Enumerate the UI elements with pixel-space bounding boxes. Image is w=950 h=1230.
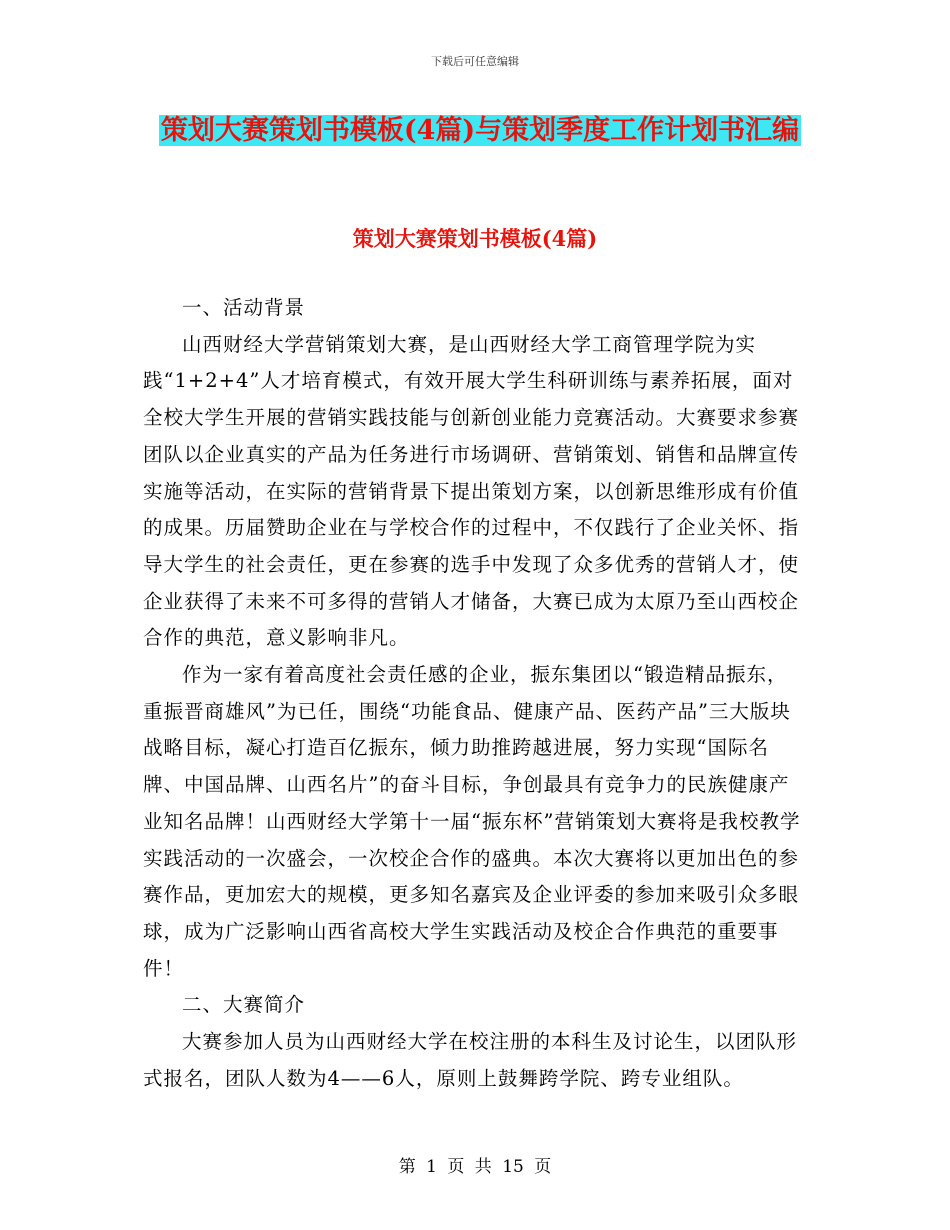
document-title-block [140, 106, 820, 156]
section-title: 策划大赛策划书模板(4篇) [352, 226, 598, 251]
document-body [143, 290, 803, 1097]
paragraph-company: 作为一家有着高度社会责任感的企业，振东集团以“锻造精品振东，重振晋商雄风”为已任，围绕“功能食品、健康产品、医药产品”三大版块战略目标，凝心打造百亿振东，倾力助推跨越进展，努力实现“国际名牌、中国品牌、山西名片”的奋斗目标，争创最具有竞争力的民族健康产业知名品牌！山西财经大学第十一届“振东杯”营销策划大赛将是我校教学实践活动的一次盛会，一次校企合作的盛典。本次大赛将以更加出色的参赛作品，更加宏大的规模，更多知名嘉宾及企业评委的参加来吸引众多眼球，成为广泛影响山西省高校大学生实践活动及校企合作典范的重要事件！ [143, 663, 801, 980]
paragraph-participants: 大赛参加人员为山西财经大学在校注册的本科生及讨论生，以团队形式报名，团队人数为4——6人，原则上鼓舞跨学院、跨专业组队。 [143, 1030, 798, 1090]
paragraph-background: 山西财经大学营销策划大赛，是山西财经大学工商管理学院为实践“1+2+4”人才培育模式，有效开展大学生科研训练与素养拓展，面对全校大学生开展的营销实践技能与创新创业能力竞赛活动。大赛要求参赛团队以企业真实的产品为任务进行市场调研、营销策划、销售和品牌宣传实施等活动，在实际的营销背景下提出策划方案，以创新思维形成有价值的成果。历届赞助企业在与学校合作的过程中，不仅践行了企业关怀、指导大学生的社会责任，更在参赛的选手中发现了众多优秀的营销人才，使企业获得了未来不可多得的营销人才储备，大赛已成为太原乃至山西校企合作的典范，意义影响非凡。 [143, 332, 800, 650]
heading-activity-background: 一、活动背景 [182, 296, 306, 319]
page-header: 下载后可任意编辑 [431, 55, 519, 68]
page-footer: 第 1 页 共 15 页 [398, 1157, 552, 1177]
heading-contest-intro: 二、大赛简介 [182, 993, 306, 1017]
document-title: 策划大赛策划书模板(4篇)与策划季度工作计划书汇编 [160, 115, 800, 146]
